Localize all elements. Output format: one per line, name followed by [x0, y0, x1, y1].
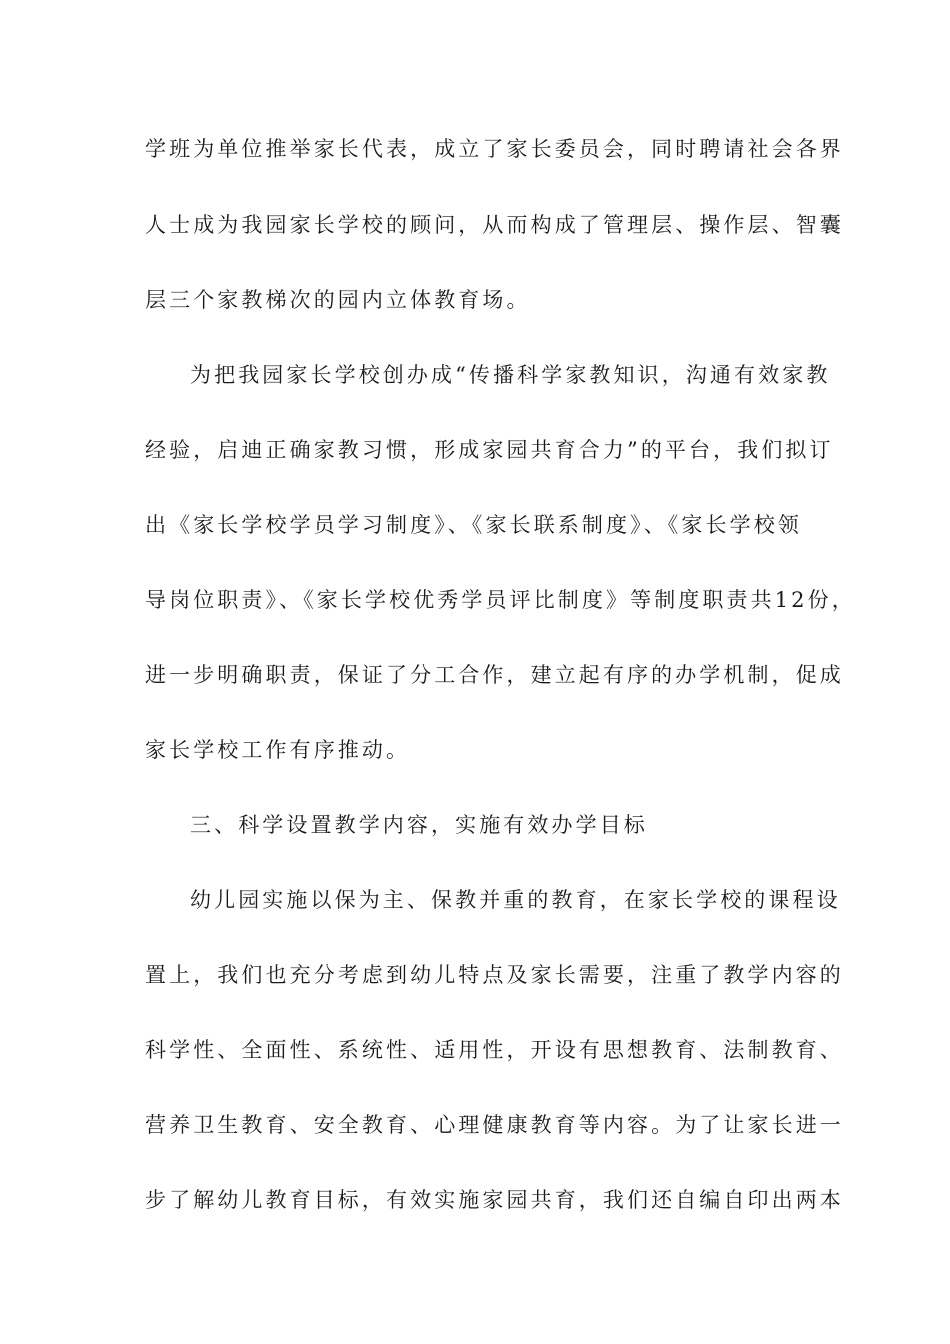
text-line: 人士成为我园家长学校的顾问，从而构成了管理层、操作层、智囊	[145, 213, 844, 237]
text-line: 为把我园家长学校创办成“传播科学家教知识，沟通有效家教	[190, 363, 831, 387]
text-line: 家长学校工作有序推动。	[145, 738, 411, 762]
text-line: 营养卫生教育、安全教育、心理健康教育等内容。为了让家长进一	[145, 1113, 844, 1137]
text-line: 科学性、全面性、系统性、适用性，开设有思想教育、法制教育、	[145, 1038, 844, 1062]
text-line: 出《家长学校学员学习制度》、《家长联系制度》、《家长学校领	[145, 513, 802, 537]
section-heading: 三、科学设置教学内容，实施有效办学目标	[190, 813, 648, 837]
text-line: 幼儿园实施以保为主、保教并重的教育，在家长学校的课程设	[190, 888, 841, 912]
text-line: 学班为单位推举家长代表，成立了家长委员会，同时聘请社会各界	[145, 137, 844, 161]
text-line: 进一步明确职责，保证了分工合作，建立起有序的办学机制，促成	[145, 663, 844, 687]
text-line: 置上，我们也充分考虑到幼儿特点及家长需要，注重了教学内容的	[145, 963, 844, 987]
text-line: 导岗位职责》、《家长学校优秀学员评比制度》等制度职责共12份，	[145, 588, 856, 612]
text-line: 经验，启迪正确家教习惯，形成家园共育合力”的平台，我们拟订	[145, 438, 834, 462]
text-line: 步了解幼儿教育目标，有效实施家园共育，我们还自编自印出两本	[145, 1188, 844, 1212]
text-line: 层三个家教梯次的园内立体教育场。	[145, 288, 531, 312]
